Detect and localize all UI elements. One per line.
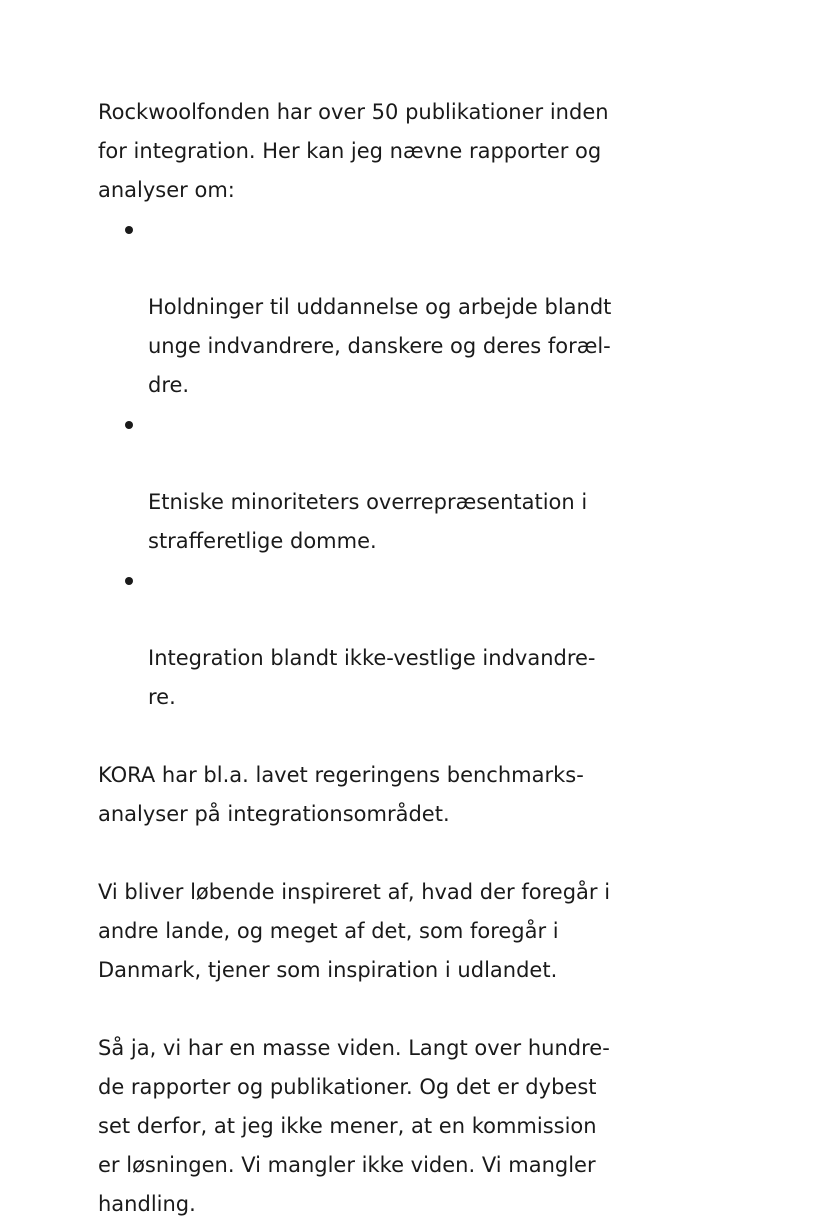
paragraph-spacer [98,834,638,873]
paragraph-spacer [98,990,638,1029]
list-item [98,210,638,405]
intro-paragraph: Rockwoolfonden har over 50 publikationer inden for integration. Her kan jeg nævne rapporter og analyser om: [98,100,609,202]
publication-topics-list [98,210,638,717]
bullet-icon [125,421,133,429]
document-page [98,93,638,1224]
list-item [98,405,638,561]
paragraph-spacer [98,717,638,756]
bullet-icon [125,226,133,234]
inspiration-paragraph: Vi bliver løbende inspireret af, hvad der foregår i andre lande, og meget af det, som foregår i Danmark, tjener som inspiration i udlandet. [98,880,611,982]
list-item-text: Integration blandt ikke-vestlige indvandre- re. [148,646,596,709]
list-item-text: Etniske minoriteters overrepræsentation i strafferetlige domme. [148,490,588,553]
list-item-text: Holdninger til uddannelse og arbejde blandt unge indvandrere, danskere og deres foræl- dre. [148,295,612,397]
list-item [98,561,638,717]
kora-paragraph: KORA har bl.a. lavet regeringens benchmarks- analyser på integrationsområdet. [98,763,584,826]
bullet-icon [125,577,133,585]
conclusion-paragraph: Så ja, vi har en masse viden. Langt over hundre- de rapporter og publikationer. Og det er dybest set derfor, at jeg ikke mener, at en kommission er løsningen. Vi mangler ikke viden. Vi mangler handling. [98,1036,610,1216]
